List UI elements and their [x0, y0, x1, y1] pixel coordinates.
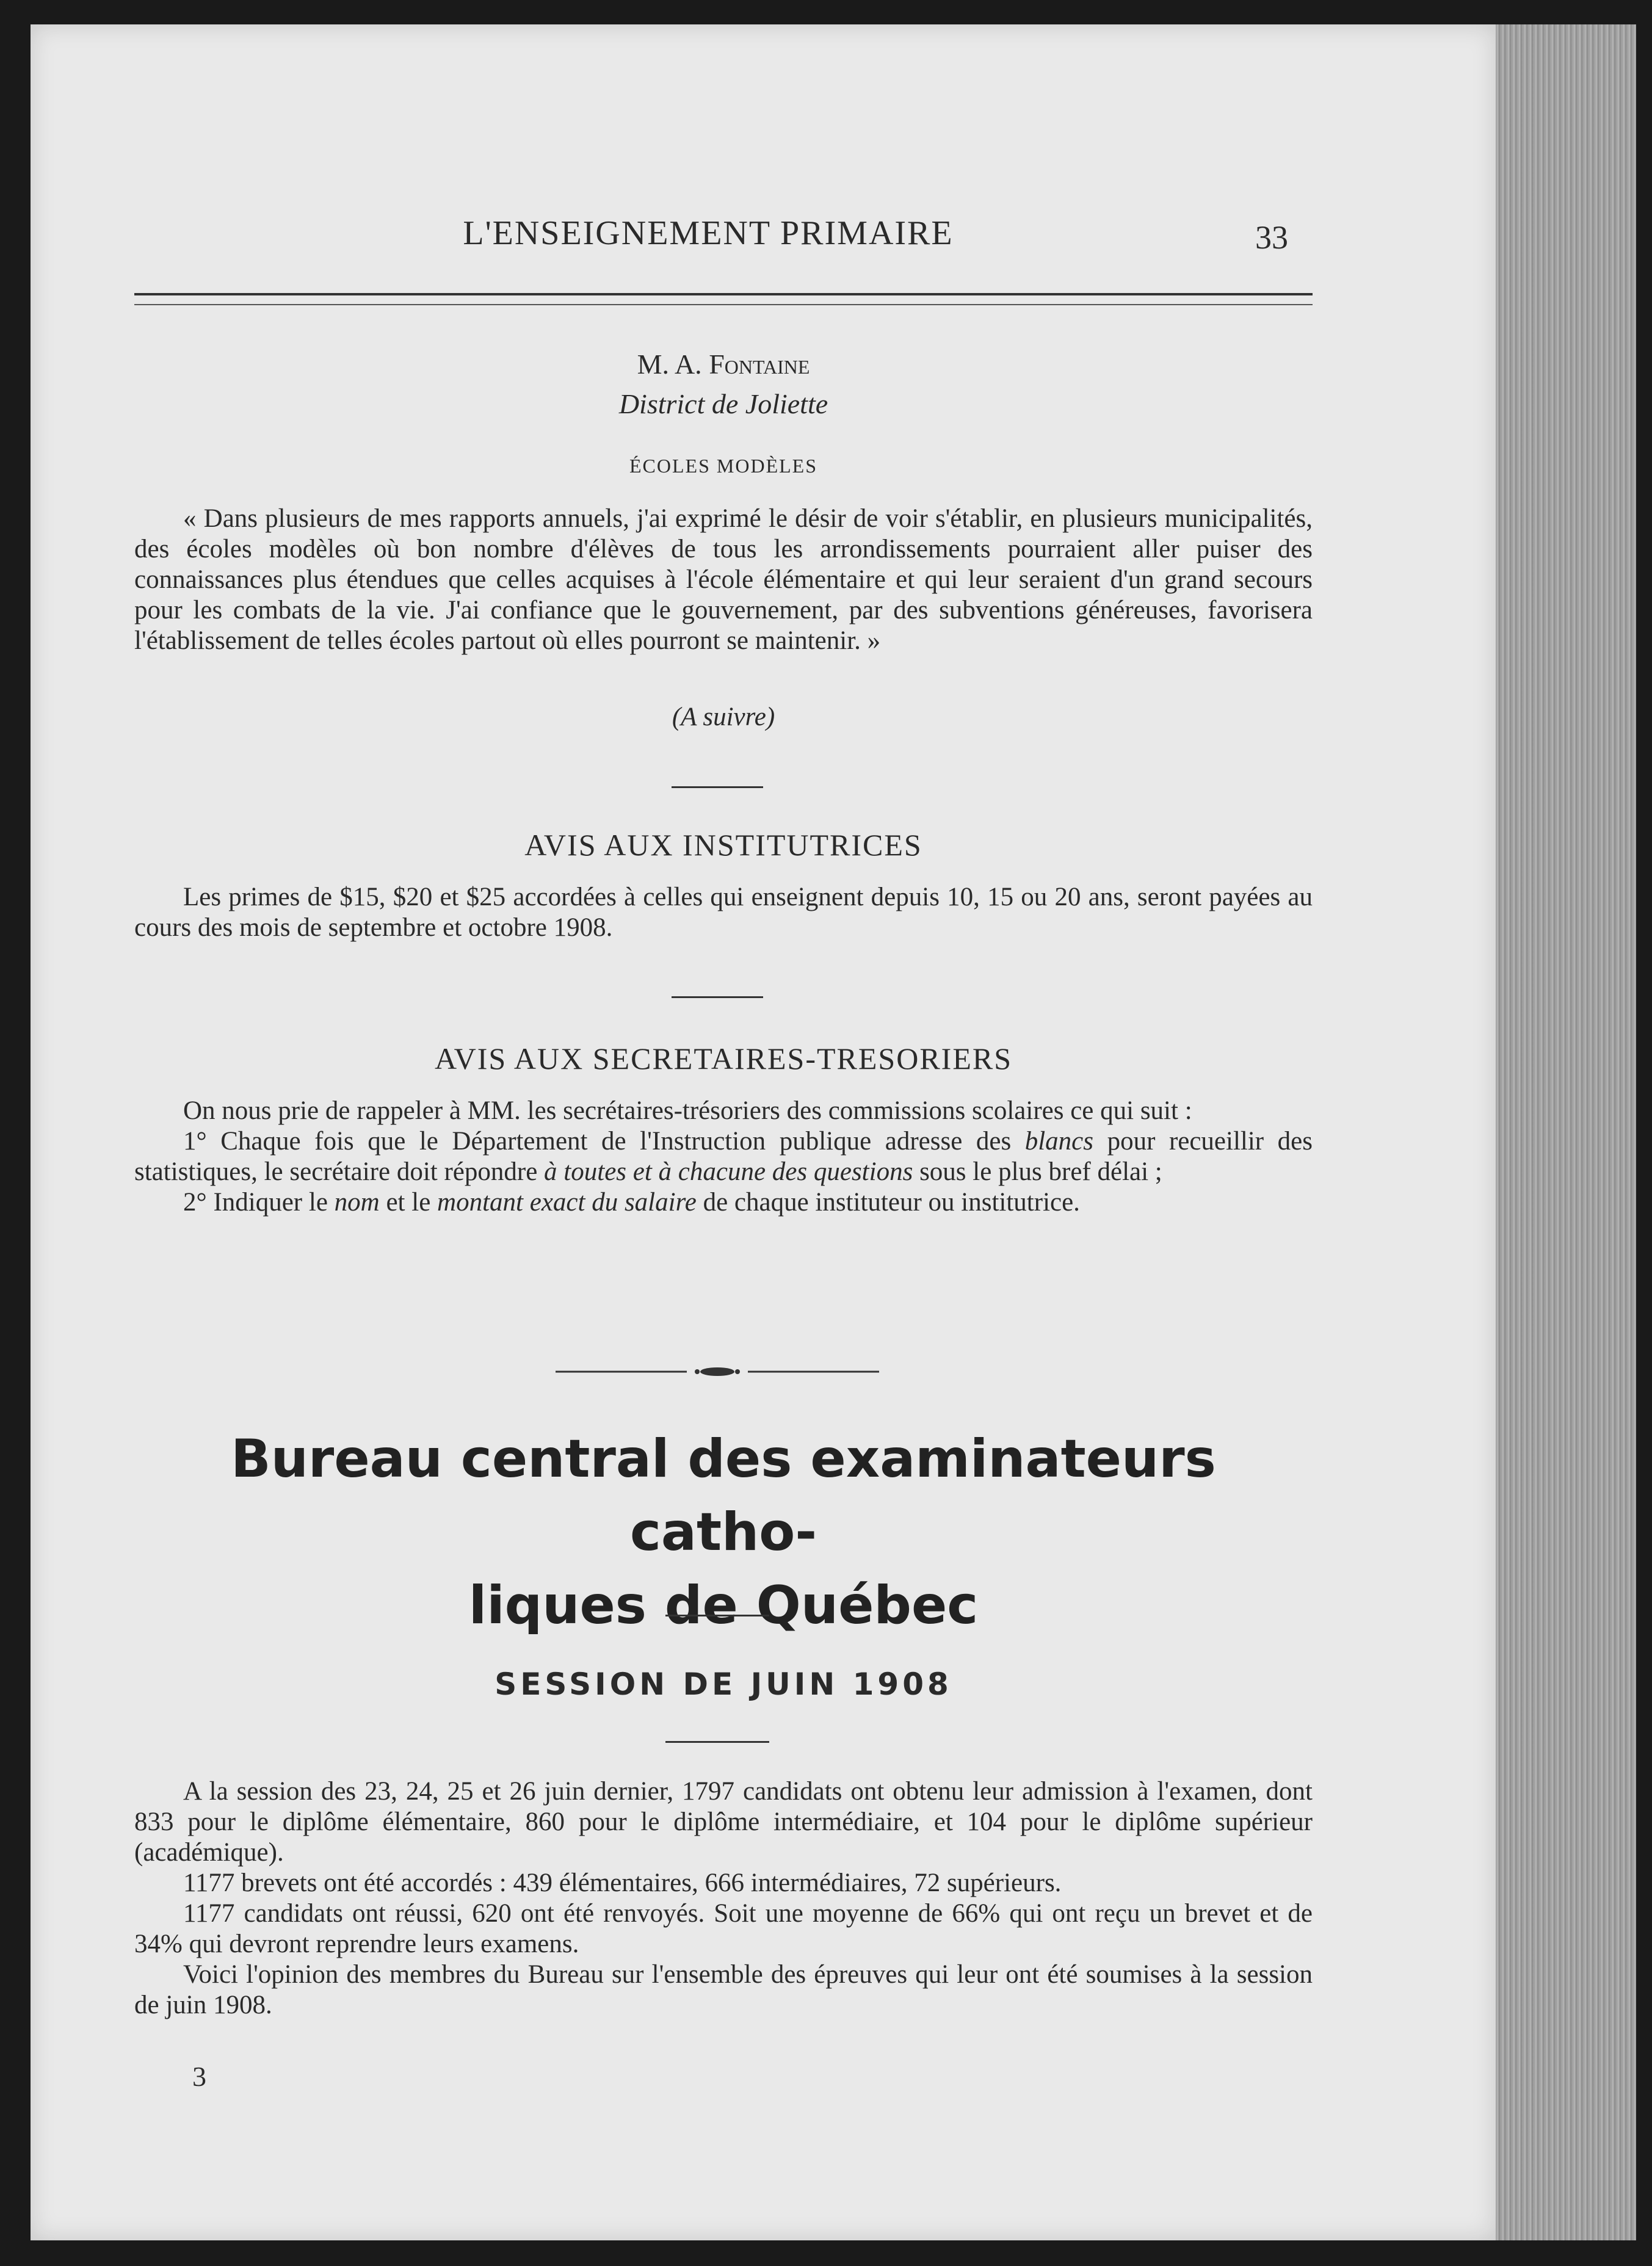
report-quote: « Dans plusieurs de mes rapports annuels, j'ai exprimé le désir de voir s'établir, en plusieurs municipalités, des écoles modèles où bon nombre d'élèves de tous les arrondissements pourraient aller puiser des connaissances plus étendues que celles acquises à l'école élémentaire et qui leur seraient d'un grand secours pour les combats de la vie. J'ai confiance que le gouvernement, par des subventions généreuses, favorisera l'établissement de telles écoles partout où elles pourront se maintenir. »	[134, 504, 1313, 655]
item2-text-e: de chaque instituteur ou institutrice.	[696, 1188, 1080, 1217]
notice-treasurers-intro: On nous prie de rappeler à MM. les secrétaires-trésoriers des commissions scolaires ce qui suit :	[183, 1096, 1192, 1125]
book-page-edges	[1496, 24, 1636, 2240]
bureau-title-line1: Bureau central des examinateurs catho-	[231, 1428, 1216, 1563]
item2-emphasis-salaire: montant exact du salaire	[437, 1188, 697, 1217]
report-author	[134, 348, 1313, 380]
author-surname: Fontaine	[709, 349, 810, 380]
item1-text-a: 1° Chaque fois que le Département de l'Instruction publique adresse des	[183, 1127, 1025, 1156]
item2-text-c: et le	[379, 1188, 438, 1217]
running-title: L'ENSEIGNEMENT PRIMAIRE	[463, 214, 954, 252]
continued-note: (A suivre)	[672, 703, 775, 731]
separator-rule	[665, 1615, 769, 1616]
item1-emphasis-questions: à toutes et à chacune des questions	[544, 1157, 913, 1186]
book-page	[31, 24, 1496, 2240]
bureau-title	[134, 1422, 1313, 1642]
report-district: District de Joliette	[618, 388, 828, 419]
notice-treasurers-heading: AVIS AUX SECRETAIRES-TRESORIERS	[434, 1041, 1013, 1076]
item2-text-a: 2° Indiquer le	[183, 1188, 335, 1217]
section-label: ÉCOLES MODÈLES	[629, 455, 817, 477]
session-results	[134, 1776, 1313, 2021]
item1-text-e: sous le plus bref délai ;	[913, 1157, 1162, 1186]
running-head	[134, 214, 1313, 256]
notice-item-2	[134, 1187, 1313, 1218]
results-paragraph-4: Voici l'opinion des membres du Bureau sur l'ensemble des épreuves qui leur ont été soumises à la session de juin 1908.	[134, 1960, 1313, 2019]
header-double-rule	[134, 293, 1313, 305]
notice-teachers-text: Les primes de $15, $20 et $25 accordées à celles qui enseignent depuis 10, 15 ou 20 ans, seront payées au cours des mois de septembre et octobre 1908.	[134, 883, 1313, 942]
page-number: 33	[1255, 219, 1288, 256]
ornament-divider	[556, 1364, 879, 1379]
results-paragraph-2: 1177 brevets ont été accordés : 439 élémentaires, 666 intermédiaires, 72 supérieurs.	[183, 1869, 1062, 1897]
item1-emphasis-blancs: blancs	[1024, 1127, 1094, 1156]
separator-rule	[672, 786, 763, 788]
signature-mark: 3	[192, 2061, 206, 2092]
results-paragraph-3: 1177 candidats ont réussi, 620 ont été renvoyés. Soit une moyenne de 66% qui ont reçu un brevet et de 34% qui devront reprendre leurs examens.	[134, 1899, 1313, 1958]
notice-item-1	[134, 1126, 1313, 1187]
session-heading: SESSION DE JUIN 1908	[495, 1667, 952, 1702]
author-initials: M. A.	[637, 349, 702, 380]
item1-text-c: pour recueillir des statistiques, le secrétaire doit répondre	[134, 1127, 1313, 1186]
separator-rule	[672, 996, 763, 998]
notice-teachers-heading: AVIS AUX INSTITUTRICES	[524, 828, 922, 862]
separator-rule	[665, 1741, 769, 1743]
results-paragraph-1: A la session des 23, 24, 25 et 26 juin dernier, 1797 candidats ont obtenu leur admission à l'examen, dont 833 pour le diplôme élémentaire, 860 pour le diplôme intermédiaire, et 104 pour le diplôme supérieur (académique).	[134, 1777, 1313, 1867]
item2-emphasis-nom: nom	[334, 1188, 380, 1217]
notice-treasurers-body	[134, 1096, 1313, 1218]
bureau-title-line2: liques de Québec	[468, 1575, 979, 1636]
